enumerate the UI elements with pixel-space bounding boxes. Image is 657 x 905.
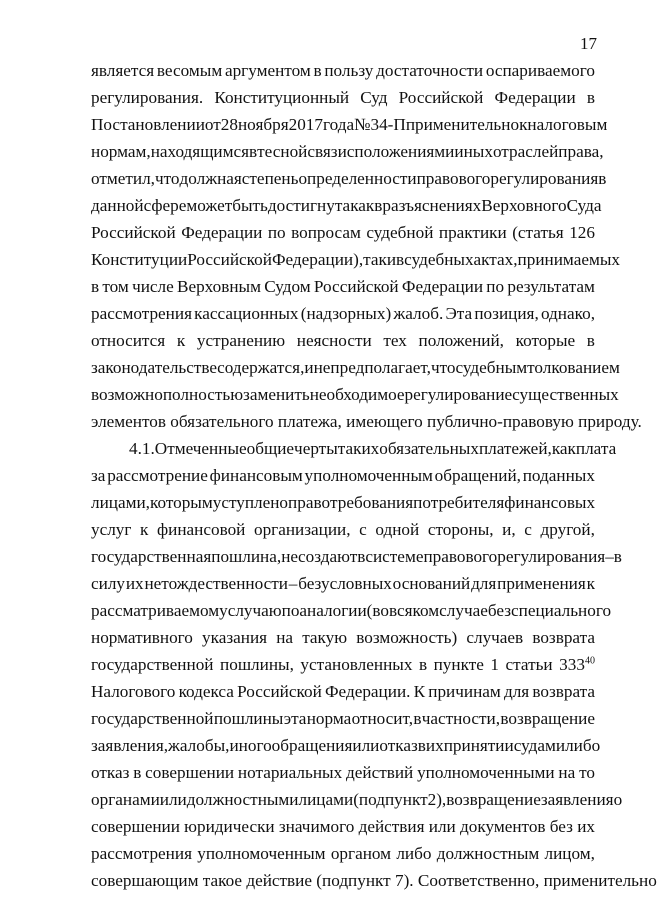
text-line: заявления, жалобы, иного обращения или отказ в их принятии судами либо — [91, 736, 601, 755]
text-line: нормативного указания на такую возможность) случаев возврата — [91, 628, 595, 647]
text-line: данной сфере может быть достигнута как в разъяснениях Верховного Суда — [91, 196, 602, 215]
text-line: является весомым аргументом в пользу достаточности оспариваемого — [91, 61, 595, 80]
text-line: 4.1. Отмеченные общие черты таких обязательных платежей, как плата — [129, 439, 617, 458]
text-line: рассмотрения кассационных (надзорных) жалоб. Эта позиция, однако, — [91, 304, 595, 323]
text-line: Постановлении от 28 ноября 2017 года № 34-П применительно к налоговым — [91, 115, 608, 134]
text-line: лицами, которым уступлено право требования потребителя финансовых — [91, 493, 596, 512]
text-line: Российской Федерации по вопросам судебной практики (статья 126 — [91, 223, 595, 242]
document-body — [91, 57, 657, 894]
page-number: 17 — [580, 34, 597, 53]
text-line: совершении юридически значимого действия или документов без их — [91, 817, 595, 836]
text-line: государственной пошлины эта норма относит, в частности, возвращение — [91, 709, 595, 728]
text-line: элементов обязательного платежа, имеющего публично-правовую природу. — [91, 412, 642, 431]
text-line: относится к устранению неясности тех положений, которые в — [91, 331, 595, 350]
text-line: рассмотрения уполномоченным органом либо должностным лицом, — [91, 844, 595, 863]
text-line: регулирования. Конституционный Суд Российской Федерации в — [91, 88, 595, 107]
text-line: возможно полностью заменить необходимое регулирование существенных — [91, 385, 619, 404]
article-superscript: 40 — [584, 655, 595, 667]
text-line: отметил, что должная степень определенности правового регулирования в — [91, 169, 607, 188]
text-line: государственной пошлины, установленных в пункте 1 статьи $333^{40}$ — [91, 655, 595, 674]
text-line: услуг к финансовой организации, с одной стороны, и, с другой, — [91, 520, 595, 539]
text-line: законодательстве содержатся, и не предполагает, что судебным толкованием — [91, 358, 620, 377]
text-line: отказ в совершении нотариальных действий уполномоченными на то — [91, 763, 595, 782]
text-line: рассматриваемому случаю по аналогии (во всяком случае без специального — [91, 601, 612, 620]
text-line: в том числе Верховным Судом Российской Федерации по результатам — [91, 277, 595, 296]
text-line: совершающим такое действие (подпункт 7). Соответственно, применительно — [91, 871, 657, 890]
text-line: нормам, находящимся в тесной связи с положениями иных отраслей права, — [91, 142, 604, 161]
text-line: органами или должностными лицами (подпункт 2), возвращение заявления о — [91, 790, 623, 809]
text-line: за рассмотрение финансовым уполномоченным обращений, поданных — [91, 466, 595, 485]
text-line: Налогового кодекса Российской Федерации. К причинам для возврата — [91, 682, 595, 701]
text-line: государственная пошлина, не создают в системе правового регулирования – в — [91, 547, 622, 566]
text-line: силу их нетождественности – безусловных оснований для применения к — [91, 574, 595, 593]
text-line: Конституции Российской Федерации), так и в судебных актах, принимаемых — [91, 250, 620, 269]
